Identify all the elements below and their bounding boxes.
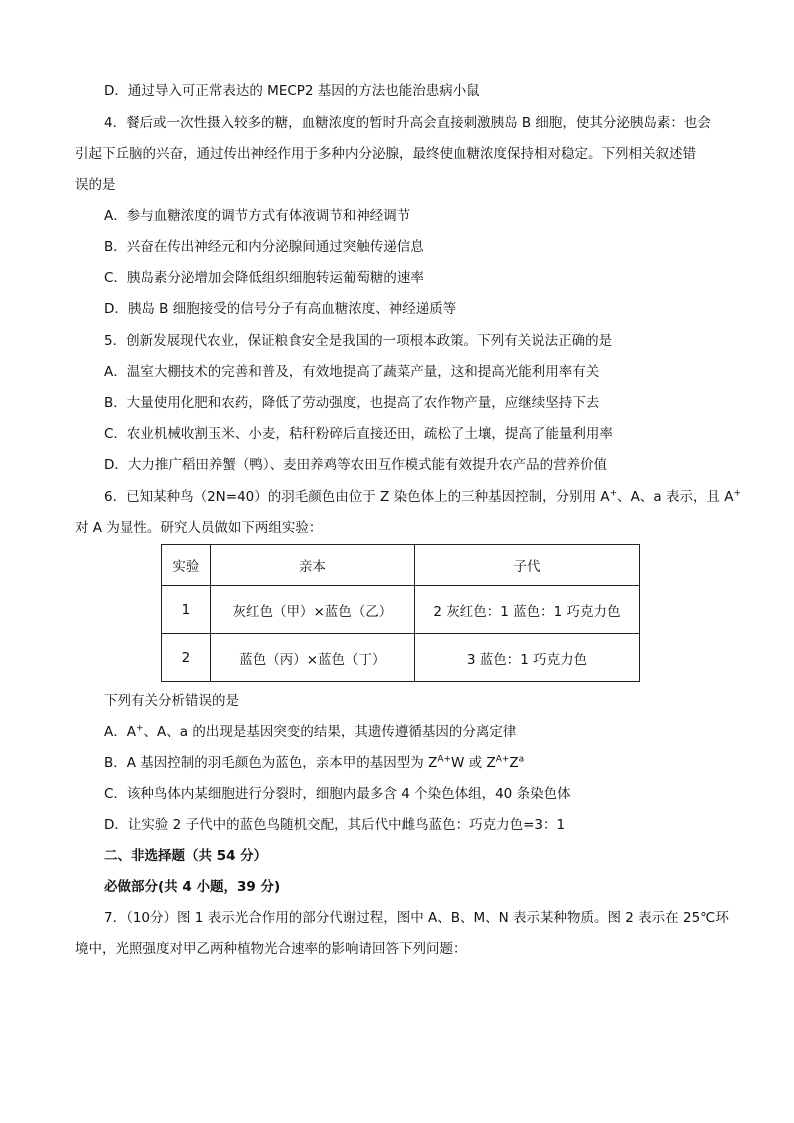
table-header-cell: 实验 [162,545,211,586]
superscript-genotype: A+ [495,754,510,765]
table-cell: 1 [162,586,211,634]
q6-option-b [104,753,524,773]
q4-option-d: D．胰岛 B 细胞接受的信号分子有高血糖浓度、神经递质等 [104,301,457,317]
table-header-cell: 亲本 [210,545,414,586]
q6-option-b-mid: W 或 Z [451,755,496,771]
superscript-plus: + [135,723,144,734]
q3-option-d: D．通过导入可正常表达的 MECP2 基因的方法也能治患病小鼠 [104,83,480,99]
q6-stem-line1-b: 、A、a 表示，且 A [617,489,734,505]
experiment-table [161,544,640,682]
q4-option-b: B．兴奋在传出神经元和内分泌腺间通过突触传递信息 [104,239,424,255]
table-cell: 灰红色（甲）×蓝色（乙） [210,586,414,634]
table-header-cell: 子代 [414,545,639,586]
q5-option-a: A．温室大棚技术的完善和普及，有效地提高了蔬菜产量，这和提高光能利用率有关 [104,364,600,380]
q6-option-b-pre: B．A 基因控制的羽毛颜色为蓝色，亲本甲的基因型为 Z [104,755,438,771]
superscript-plus: + [733,488,742,499]
q6-option-b-mid2: Z [509,755,519,771]
q7-stem-line1: 7．（10分）图 1 表示光合作用的部分代谢过程，图中 A、B、M、N 表示某种物质。图 2 表示在 25℃环 [104,910,729,926]
q6-stem-line2: 对 A 为显性。研究人员做如下两组实验： [75,520,323,536]
table-row [162,586,640,634]
q5-stem: 5．创新发展现代农业，保证粮食安全是我国的一项根本政策。下列有关说法正确的是 [104,333,613,349]
q4-stem-line1: 4．餐后或一次性摄入较多的糖，血糖浓度的暂时升高会直接刺激胰岛 B 细胞，使其分泌胰岛素：也会 [104,115,711,131]
superscript-genotype: A+ [437,754,452,765]
q4-option-c: C．胰岛素分泌增加会降低组织细胞转运葡萄糖的速率 [104,270,424,286]
q4-option-a: A．参与血糖浓度的调节方式有体液调节和神经调节 [104,208,411,224]
q4-stem-line3: 误的是 [75,177,116,193]
section-subtitle: 必做部分(共 4 小题，39 分) [104,879,281,895]
table-cell: 2 [162,634,211,682]
q6-stem-line1-a: 6．已知某种鸟（2N=40）的羽毛颜色由位于 Z 染色体上的三种基因控制，分别用 A [104,489,610,505]
q5-option-b: B．大量使用化肥和农药，降低了劳动强度，也提高了农作物产量，应继续坚持下去 [104,395,600,411]
q4-stem-line2: 引起下丘脑的兴奋，通过传出神经作用于多种内分泌腺，最终使血糖浓度保持相对稳定。下列相关叙述错 [75,146,696,162]
q7-stem-line2: 境中，光照强度对甲乙两种植物光合速率的影响请回答下列问题： [75,941,467,957]
q6-option-a [104,722,516,742]
q5-option-c: C．农业机械收割玉米、小麦，秸秆粉碎后直接还田，疏松了土壤，提高了能量利用率 [104,426,613,442]
q6-option-d: D．让实验 2 子代中的蓝色鸟随机交配，其后代中雌鸟蓝色：巧克力色=3：1 [104,817,566,833]
q6-option-a-pre: A．A [104,724,136,740]
table-cell: 3 蓝色：1 巧克力色 [414,634,639,682]
table-cell: 蓝色（丙）×蓝色（丁） [210,634,414,682]
q6-stem-line1 [104,487,741,507]
table-header-row [162,545,640,586]
table-row [162,634,640,682]
superscript-genotype: a [518,754,525,765]
table-cell: 2 灰红色：1 蓝色：1 巧克力色 [414,586,639,634]
q6-option-c: C．该种鸟体内某细胞进行分裂时，细胞内最多含 4 个染色体组，40 条染色体 [104,786,571,802]
q6-option-a-post: 、A、a 的出现是基因突变的结果，其遗传遵循基因的分离定律 [143,724,517,740]
section-title: 二、非选择题（共 54 分） [104,848,268,864]
q6-after-table: 下列有关分析错误的是 [104,693,239,709]
q5-option-d: D．大力推广稻田养蟹（鸭）、麦田养鸡等农田互作模式能有效提升农产品的营养价值 [104,457,608,473]
superscript-plus: + [609,488,618,499]
